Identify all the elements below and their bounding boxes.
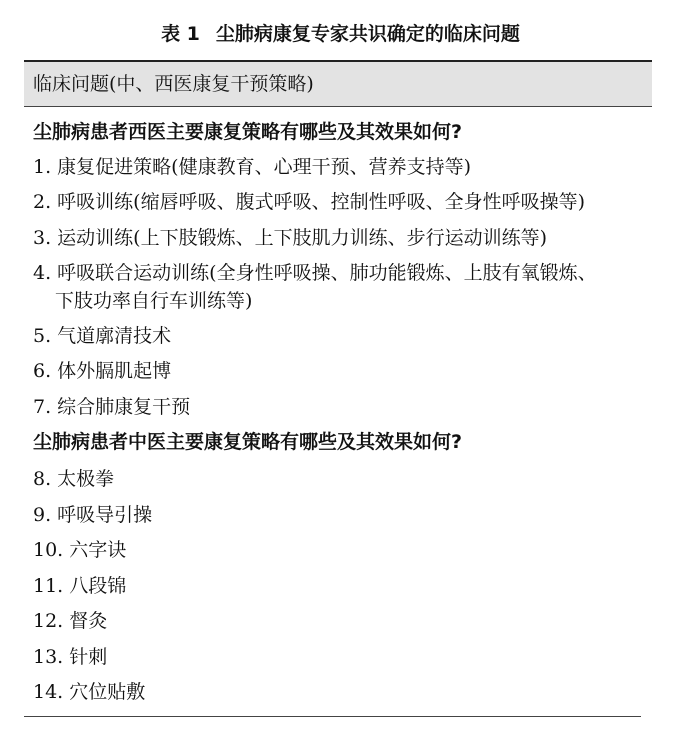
table-row: 11. 八段锦 <box>33 575 127 597</box>
section-heading-western: 尘肺病患者西医主要康复策略有哪些及其效果如何? <box>33 121 463 143</box>
table-header-label: 临床问题(中、西医康复干预策略) <box>33 73 314 95</box>
table-row: 3. 运动训练(上下肢锻炼、上下肢肌力训练、步行运动训练等) <box>33 227 547 249</box>
table-row: 10. 六字诀 <box>33 539 127 561</box>
section-heading-chinese: 尘肺病患者中医主要康复策略有哪些及其效果如何? <box>33 431 463 453</box>
table-row: 5. 气道廓清技术 <box>33 325 172 347</box>
table-row: 14. 穴位贴敷 <box>33 681 146 703</box>
table-bottom-rule <box>24 716 641 717</box>
table-row: 12. 督灸 <box>33 610 108 632</box>
table-row: 6. 体外膈肌起博 <box>33 360 172 382</box>
table-row: 8. 太极拳 <box>33 468 115 490</box>
table-row-line-1: 4. 呼吸联合运动训练(全身性呼吸操、肺功能锻炼、上肢有氧锻炼、 <box>33 262 597 284</box>
table-row: 13. 针刺 <box>33 646 108 668</box>
table-caption: 尘肺病康复专家共识确定的临床问题 <box>215 23 520 45</box>
table-number: 表 1 <box>161 23 200 45</box>
table-row <box>33 259 597 315</box>
table-row: 9. 呼吸导引操 <box>33 504 153 526</box>
table-header-rule <box>24 106 652 107</box>
table-row: 7. 综合肺康复干预 <box>33 396 191 418</box>
table-row: 1. 康复促进策略(健康教育、心理干预、营养支持等) <box>33 156 471 178</box>
table-title <box>0 20 681 48</box>
table-row-line-2: 下肢功率自行车训练等) <box>55 290 253 312</box>
table-row: 2. 呼吸训练(缩唇呼吸、腹式呼吸、控制性呼吸、全身性呼吸操等) <box>33 191 585 213</box>
table-header <box>24 62 652 106</box>
